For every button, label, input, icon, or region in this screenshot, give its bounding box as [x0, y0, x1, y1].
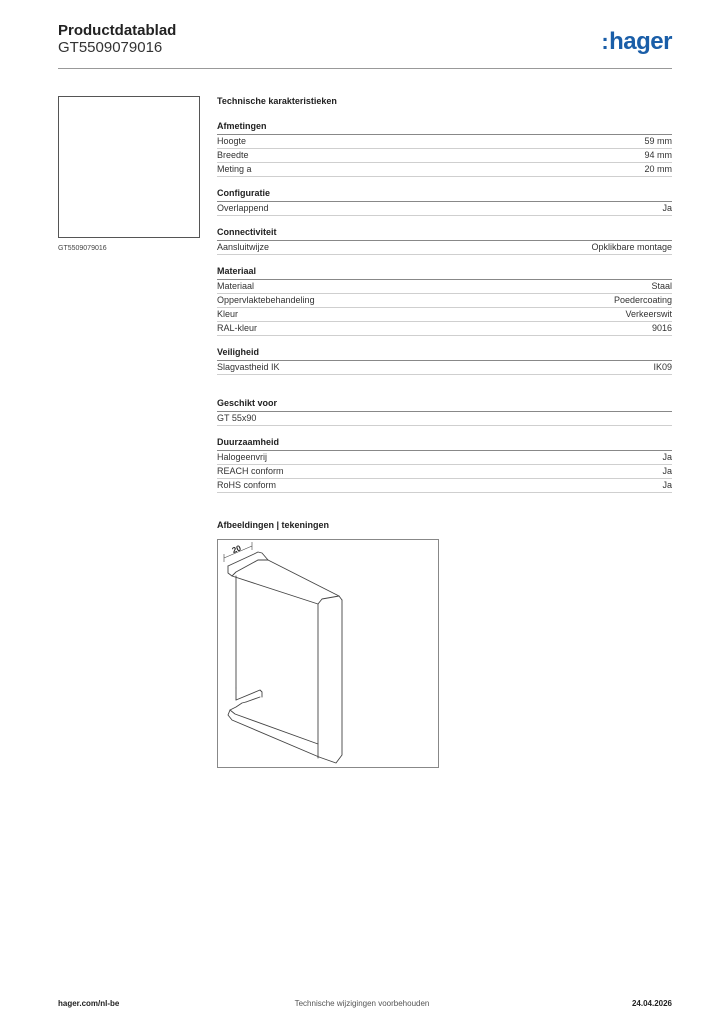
spec-label: Oppervlaktebehandeling [217, 295, 315, 305]
spec-label: Kleur [217, 309, 239, 319]
header-divider [58, 68, 672, 69]
spec-row [217, 294, 672, 308]
dimension-label: 20 [230, 543, 243, 556]
spec-section-heading: Veiligheid [217, 347, 672, 361]
spec-value: Verkeerswit [625, 309, 672, 319]
spec-row [217, 135, 672, 149]
spec-label: Hoogte [217, 136, 247, 146]
product-thumbnail [58, 96, 200, 238]
spec-section [217, 398, 672, 426]
spec-label: RoHS conform [217, 480, 277, 490]
spec-value: Ja [662, 480, 672, 490]
spec-row [217, 202, 672, 216]
spec-label: RAL-kleur [217, 323, 258, 333]
specs-title: Technische karakteristieken [217, 96, 337, 106]
spec-section [217, 121, 672, 177]
spec-value: Staal [651, 281, 672, 291]
spec-value: Ja [662, 466, 672, 476]
specs-panel [217, 96, 672, 504]
logo-text: hager [609, 28, 672, 55]
drawings-title: Afbeeldingen | tekeningen [217, 520, 330, 530]
hager-logo: :hager [601, 28, 672, 55]
spec-row [217, 451, 672, 465]
spec-value: 20 mm [644, 164, 672, 174]
spec-value: 94 mm [644, 150, 672, 160]
footer-date: 24.04.2026 [631, 999, 672, 1008]
page-title: Productdatablad [58, 22, 177, 39]
spec-value: IK09 [653, 362, 672, 372]
spec-sections [217, 121, 672, 493]
spec-section [217, 227, 672, 255]
spec-row [217, 361, 672, 375]
spec-value: 9016 [651, 323, 672, 333]
spec-value: Ja [662, 203, 672, 213]
spec-section-heading: Geschikt voor [217, 398, 672, 412]
spec-row [217, 465, 672, 479]
spec-section-heading: Materiaal [217, 266, 672, 280]
end-cap-drawing [218, 540, 438, 767]
spec-row [217, 308, 672, 322]
spec-row [217, 163, 672, 177]
spec-label: REACH conform [217, 466, 284, 476]
product-code: GT5509079016 [58, 39, 163, 56]
spec-section [217, 437, 672, 493]
footer-website-link[interactable]: hager.com/nl-be [58, 999, 120, 1008]
spec-row [217, 322, 672, 336]
spec-value: Ja [662, 452, 672, 462]
spec-section-heading: Duurzaamheid [217, 437, 672, 451]
technical-drawing [217, 539, 439, 768]
spec-row [217, 149, 672, 163]
spec-section [217, 188, 672, 216]
spec-row [217, 479, 672, 493]
spec-label: Halogeenvrij [217, 452, 268, 462]
spec-label: Materiaal [217, 281, 255, 291]
spec-row [217, 280, 672, 294]
spec-section [217, 347, 672, 375]
spec-row [217, 241, 672, 255]
spec-row [217, 412, 672, 426]
spec-label: Overlappend [217, 203, 269, 213]
spec-label: Meting a [217, 164, 252, 174]
spec-section-heading: Afmetingen [217, 121, 672, 135]
spec-value: 59 mm [644, 136, 672, 146]
spec-value: Poedercoating [613, 295, 672, 305]
footer-notice: Technische wijzigingen voorbehouden [294, 999, 430, 1008]
spec-section-heading: Configuratie [217, 188, 672, 202]
spec-label: Breedte [217, 150, 249, 160]
thumbnail-caption: GT5509079016 [58, 245, 107, 252]
spec-label: Slagvastheid IK [217, 362, 280, 372]
spec-value: Opklikbare montage [591, 242, 672, 252]
spec-label: Aansluitwijze [217, 242, 270, 252]
spec-section-heading: Connectiviteit [217, 227, 672, 241]
spec-section [217, 266, 672, 336]
spec-label: GT 55x90 [217, 413, 257, 423]
